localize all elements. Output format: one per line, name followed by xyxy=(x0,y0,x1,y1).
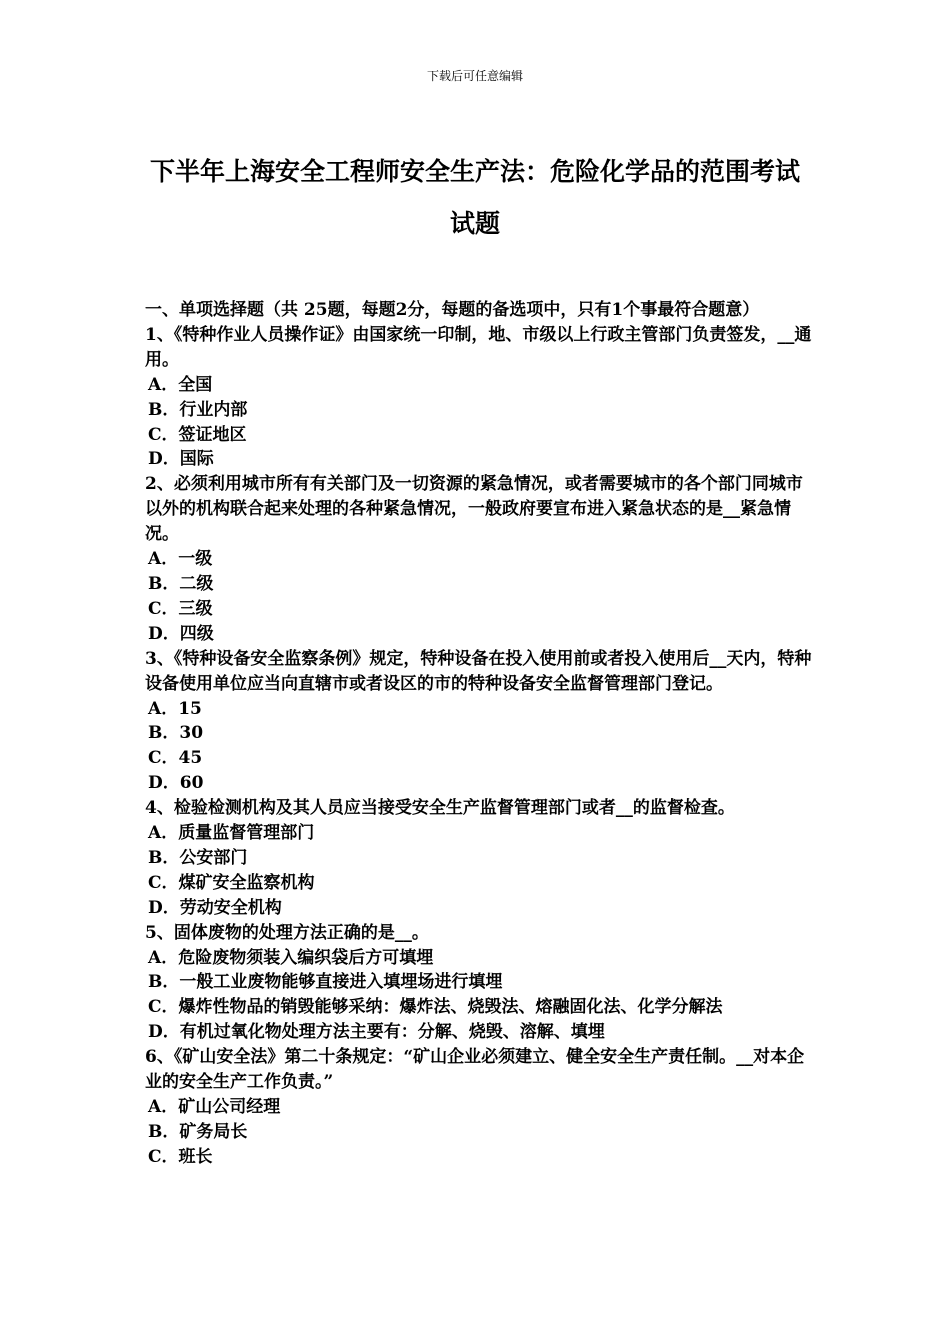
question-6-option-c: C．班长 xyxy=(148,1146,213,1167)
question-6-option-a: A．矿山公司经理 xyxy=(148,1097,281,1117)
question-3-option-d: D．60 xyxy=(148,773,204,794)
question-6-stem: 6、《矿山安全法》第二十条规定：“矿山企业必须建立、健全安全生产责任制。__对本企业的安全生产工作负责。” xyxy=(145,1047,805,1093)
question-2-option-d: D．四级 xyxy=(148,623,214,644)
question-1-option-d: D．国际 xyxy=(148,449,214,470)
header-note: 下载后可任意编辑 xyxy=(426,69,523,83)
question-2-option-a: A．一级 xyxy=(148,549,213,570)
question-3-stem: 3、《特种设备安全监察条例》规定，特种设备在投入使用前或者投入使用后__天内，特种设备使用单位应当向直辖市或者设区的市的特种设备安全监督管理部门登记。 xyxy=(145,648,812,694)
question-4-stem: 4、检验检测机构及其人员应当接受安全生产监督管理部门或者__的监督检查。 xyxy=(145,798,735,819)
question-2-stem: 2、必须利用城市所有有关部门及一切资源的紧急情况，或者需要城市的各个部门同城市以外的机构联合起来处理的各种紧急情况，一般政府要宣布进入紧急状态的是__紧急情况。 xyxy=(145,474,803,545)
question-2-option-b: B．二级 xyxy=(148,573,214,594)
question-1-option-b: B．行业内部 xyxy=(148,399,248,420)
question-2-option-c: C．三级 xyxy=(148,598,213,619)
question-5-option-a: A．危险废物须装入编织袋后方可填埋 xyxy=(148,947,434,968)
question-4-option-c: C．煤矿安全监察机构 xyxy=(148,872,315,893)
document-body xyxy=(145,298,815,1170)
section-heading: 一、单项选择题（共 25题，每题2分，每题的备选项中，只有1个事最符合题意） xyxy=(145,300,760,320)
question-1-stem: 1、《特种作业人员操作证》由国家统一印制，地、市级以上行政主管部门负责签发，__通用。 xyxy=(145,324,812,370)
question-5-option-d: D．有机过氧化物处理方法主要有：分解、烧毁、溶解、填埋 xyxy=(148,1022,605,1043)
question-5-option-b: B．一般工业废物能够直接进入填埋场进行填埋 xyxy=(148,972,503,993)
document-title: 下半年上海安全工程师安全生产法：危险化学品的范围考试试题 xyxy=(149,157,800,238)
question-5-option-c: C．爆炸性物品的销毁能够采纳：爆炸法、烧毁法、熔融固化法、化学分解法 xyxy=(148,997,723,1018)
question-1-option-a: A．全国 xyxy=(148,374,213,395)
question-5-stem: 5、固体废物的处理方法正确的是__。 xyxy=(145,922,429,943)
question-4-option-b: B．公安部门 xyxy=(148,847,248,868)
question-3-option-a: A．15 xyxy=(148,698,202,719)
question-3-option-b: B．30 xyxy=(148,723,204,744)
question-4-option-d: D．劳动安全机构 xyxy=(148,897,282,918)
question-3-option-c: C．45 xyxy=(148,748,203,769)
question-1-option-c: C．签证地区 xyxy=(148,424,247,445)
question-4-option-a: A．质量监督管理部门 xyxy=(148,823,315,844)
question-6-option-b: B．矿务局长 xyxy=(148,1121,248,1142)
